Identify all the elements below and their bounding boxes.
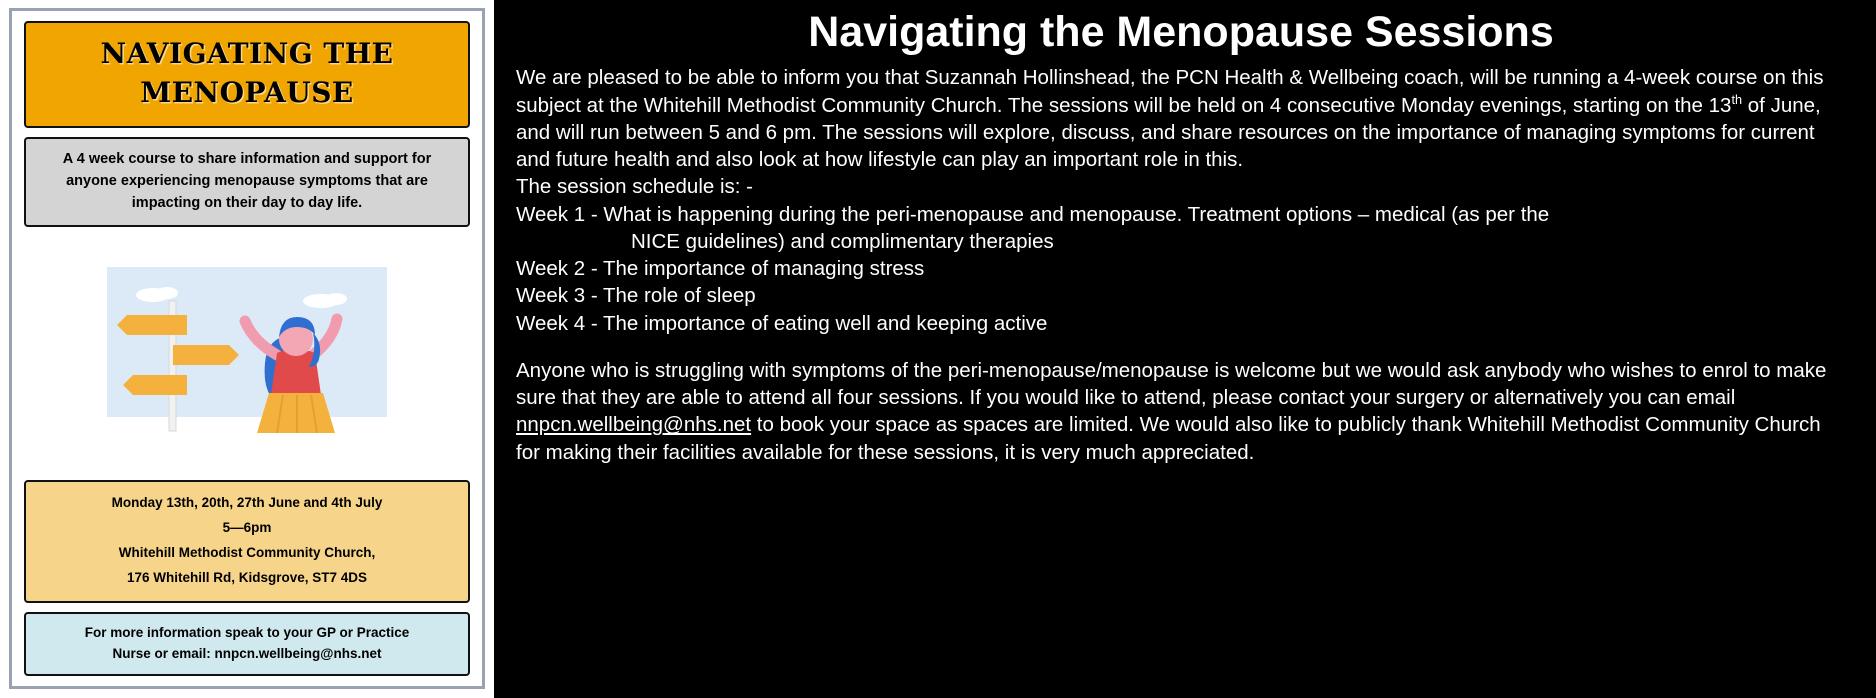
article-closing-part2: to book your space as spaces are limited. We would also like to publicly thank Whitehill Methodist Community Church for making their facilities available for these sessions, it is very much appreciated. <box>516 413 1821 464</box>
schedule-week-2: Week 2 - The importance of managing stress <box>516 257 925 281</box>
poster-subtitle: A 4 week course to share information and support for anyone experiencing menopause symptoms that are impacting on their day to day life. <box>24 137 470 226</box>
article-intro-part1: We are pleased to be able to inform you that Suzannah Hollinshead, the PCN Health & Wellbeing coach, will be running a 4-week course on this subject at the Whitehill Methodist Community Church. The sessions will be held on 4 consecutive Monday evenings, starting on the 13 <box>516 66 1824 117</box>
article-closing <box>516 357 1846 466</box>
poster-panel <box>0 0 494 698</box>
poster-title: NAVIGATING THE MENOPAUSE <box>24 21 470 128</box>
poster <box>9 8 485 689</box>
poster-when-address: 176 Whitehill Rd, Kidsgrove, ST7 4DS <box>126 570 368 586</box>
poster-when-venue: Whitehill Methodist Community Church, <box>118 545 376 561</box>
poster-contact-line1: For more information speak to your GP or Practice <box>84 625 410 641</box>
page-title: Navigating the Menopause Sessions <box>808 8 1554 56</box>
article-intro-part2: of June, and will run between 5 and 6 pm. The sessions will explore, discuss, and share resources on the importance of managing symptoms for current and future health and also look at how lifestyle can play an important role in this. <box>516 93 1821 172</box>
schedule-week-3: Week 3 - The role of sleep <box>516 284 756 308</box>
poster-when-time: 5—6pm <box>222 520 272 536</box>
article-intro-ordinal: th <box>1731 91 1743 107</box>
schedule-week-1-line1: Week 1 - What is happening during the peri-menopause and menopause. Treatment options – medical (as per the <box>516 202 1550 226</box>
schedule-week-1 <box>516 201 1846 256</box>
article-closing-part1: Anyone who is struggling with symptoms of the peri-menopause/menopause is welcome but we would ask anybody who wishes to enrol to make sure that they are able to attend all four sessions. If you would like to attend, please contact your surgery or alternatively you can email <box>516 358 1827 410</box>
poster-when-dates: Monday 13th, 20th, 27th June and 4th July <box>111 495 383 511</box>
article-intro <box>516 64 1846 173</box>
poster-illustration <box>24 236 470 472</box>
paragraph-spacer <box>516 337 1846 357</box>
article-panel <box>494 0 1876 698</box>
schedule-week-1-line2: NICE guidelines) and complimentary therapies <box>631 229 1054 253</box>
wellbeing-email-link[interactable]: nnpcn.wellbeing@nhs.net <box>516 413 752 437</box>
schedule-heading: The session schedule is: - <box>516 175 754 199</box>
schedule-week-4: Week 4 - The importance of eating well and keeping active <box>516 311 1048 335</box>
article-body <box>516 64 1846 466</box>
poster-when-block <box>24 480 470 603</box>
poster-contact-block <box>24 612 470 676</box>
woman-at-signpost-icon <box>107 267 387 439</box>
poster-contact-line2: Nurse or email: nnpcn.wellbeing@nhs.net <box>112 646 382 662</box>
